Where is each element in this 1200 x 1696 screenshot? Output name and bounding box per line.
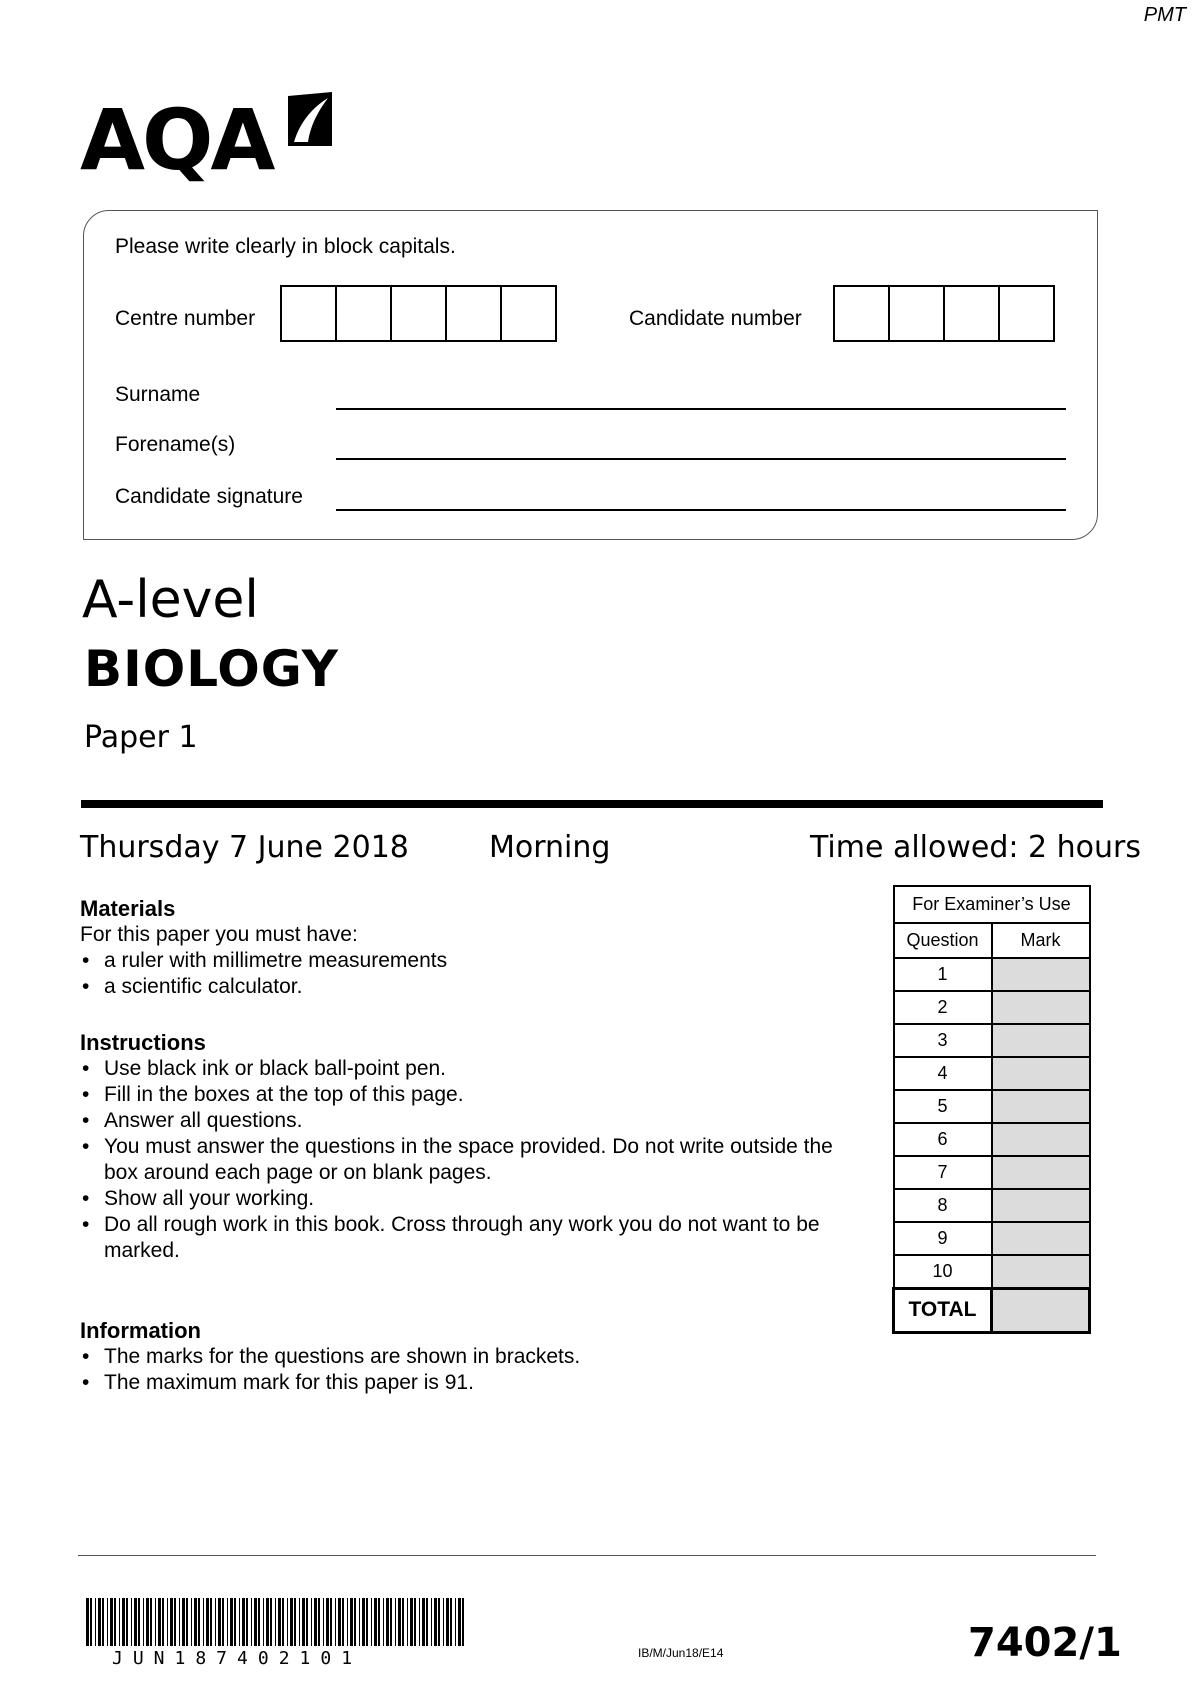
barcode-bar bbox=[338, 1598, 341, 1646]
signature-field[interactable] bbox=[336, 509, 1066, 511]
barcode-bar bbox=[294, 1598, 296, 1646]
barcode-bar bbox=[251, 1598, 252, 1646]
centre-digit-box[interactable] bbox=[280, 285, 337, 342]
information-section bbox=[80, 1318, 840, 1396]
forename-field[interactable] bbox=[336, 458, 1066, 460]
barcode-bar bbox=[431, 1598, 432, 1646]
materials-list bbox=[80, 948, 840, 1000]
centre-number-label: Centre number bbox=[115, 307, 256, 330]
barcode-bar bbox=[179, 1598, 180, 1646]
materials-intro: For this paper you must have: bbox=[80, 923, 358, 946]
question-column-header: Question bbox=[894, 923, 992, 958]
barcode-bar bbox=[371, 1598, 372, 1646]
mark-cell bbox=[992, 1090, 1090, 1123]
leaf-icon bbox=[280, 88, 340, 158]
barcode bbox=[86, 1598, 468, 1646]
paper-reference: IB/M/Jun18/E14 bbox=[638, 1646, 724, 1660]
barcode-bar bbox=[330, 1598, 332, 1646]
centre-digit-box[interactable] bbox=[335, 285, 392, 342]
corner-mark: PMT bbox=[1143, 4, 1186, 26]
barcode-bar bbox=[395, 1598, 396, 1646]
list-item: • Answer all questions. bbox=[80, 1108, 840, 1134]
barcode-bar bbox=[278, 1598, 281, 1646]
subject-title: BIOLOGY bbox=[84, 640, 339, 698]
barcode-bar bbox=[107, 1598, 108, 1646]
barcode-bar bbox=[182, 1598, 185, 1646]
barcode-bar bbox=[218, 1598, 221, 1646]
question-number: 9 bbox=[894, 1222, 992, 1255]
barcode-bar bbox=[203, 1598, 204, 1646]
centre-digit-box[interactable] bbox=[390, 285, 447, 342]
mark-cell bbox=[992, 1024, 1090, 1057]
candidate-digit-box[interactable] bbox=[888, 285, 945, 342]
aqa-logo bbox=[80, 88, 350, 188]
barcode-bar bbox=[230, 1598, 233, 1646]
barcode-bar bbox=[194, 1598, 197, 1646]
barcode-bar bbox=[398, 1598, 401, 1646]
mark-cell bbox=[992, 958, 1090, 991]
barcode-bar bbox=[90, 1598, 92, 1646]
surname-label: Surname bbox=[115, 383, 201, 406]
barcode-bar bbox=[191, 1598, 192, 1646]
materials-heading: Materials bbox=[80, 896, 176, 921]
candidate-details-box bbox=[83, 210, 1098, 540]
list-item: • The maximum mark for this paper is 91. bbox=[80, 1370, 840, 1396]
barcode-bar bbox=[246, 1598, 248, 1646]
barcode-bar bbox=[138, 1598, 140, 1646]
candidate-number-label: Candidate number bbox=[629, 307, 802, 330]
barcode-bar bbox=[122, 1598, 125, 1646]
barcode-bar bbox=[374, 1598, 377, 1646]
barcode-bar bbox=[342, 1598, 344, 1646]
question-number: 2 bbox=[894, 991, 992, 1024]
barcode-bar bbox=[335, 1598, 336, 1646]
barcode-bar bbox=[438, 1598, 440, 1646]
list-item: • Use black ink or black ball-point pen. bbox=[80, 1056, 840, 1082]
title-divider bbox=[81, 800, 1103, 808]
barcode-bar bbox=[155, 1598, 156, 1646]
barcode-bar bbox=[266, 1598, 269, 1646]
barcode-bar bbox=[314, 1598, 317, 1646]
mark-cell bbox=[992, 1123, 1090, 1156]
centre-number-boxes[interactable] bbox=[282, 285, 557, 342]
total-mark-cell bbox=[992, 1288, 1090, 1332]
barcode-bar bbox=[414, 1598, 416, 1646]
barcode-bar bbox=[422, 1598, 425, 1646]
question-number: 5 bbox=[894, 1090, 992, 1123]
barcode-bar bbox=[410, 1598, 413, 1646]
barcode-bar bbox=[114, 1598, 116, 1646]
question-number: 7 bbox=[894, 1156, 992, 1189]
paper-number: Paper 1 bbox=[84, 720, 198, 755]
barcode-bar bbox=[390, 1598, 392, 1646]
barcode-bar bbox=[383, 1598, 384, 1646]
barcode-bar bbox=[167, 1598, 168, 1646]
candidate-digit-box[interactable] bbox=[943, 285, 1000, 342]
barcode-text: JUN187402101 bbox=[112, 1648, 363, 1669]
barcode-bar bbox=[86, 1598, 89, 1646]
mark-cell bbox=[992, 1255, 1090, 1288]
barcode-bar bbox=[263, 1598, 264, 1646]
barcode-bar bbox=[443, 1598, 444, 1646]
barcode-bar bbox=[146, 1598, 149, 1646]
barcode-bar bbox=[350, 1598, 353, 1646]
list-item: • Fill in the boxes at the top of this page. bbox=[80, 1082, 840, 1108]
barcode-bar bbox=[234, 1598, 236, 1646]
forename-label: Forename(s) bbox=[115, 433, 236, 456]
barcode-bar bbox=[126, 1598, 128, 1646]
candidate-digit-box[interactable] bbox=[998, 285, 1055, 342]
materials-section bbox=[80, 896, 840, 1000]
barcode-bar bbox=[215, 1598, 216, 1646]
block-capitals-instruction: Please write clearly in block capitals. bbox=[115, 235, 456, 258]
instructions-section bbox=[80, 1030, 840, 1264]
barcode-bar bbox=[95, 1598, 96, 1646]
barcode-bar bbox=[290, 1598, 293, 1646]
examiner-table-title: For Examiner’s Use bbox=[894, 886, 1090, 923]
barcode-bar bbox=[174, 1598, 176, 1646]
barcode-bar bbox=[434, 1598, 437, 1646]
information-heading: Information bbox=[80, 1318, 201, 1343]
barcode-bar bbox=[458, 1598, 461, 1646]
surname-field[interactable] bbox=[336, 408, 1066, 410]
barcode-bar bbox=[450, 1598, 452, 1646]
question-number: 1 bbox=[894, 958, 992, 991]
instructions-heading: Instructions bbox=[80, 1030, 206, 1055]
mark-cell bbox=[992, 1156, 1090, 1189]
question-number: 3 bbox=[894, 1024, 992, 1057]
barcode-bar bbox=[446, 1598, 449, 1646]
barcode-bar bbox=[347, 1598, 348, 1646]
barcode-bar bbox=[275, 1598, 276, 1646]
barcode-bar bbox=[270, 1598, 272, 1646]
centre-digit-box[interactable] bbox=[445, 285, 502, 342]
barcode-bar bbox=[366, 1598, 368, 1646]
information-list bbox=[80, 1344, 840, 1396]
question-number: 4 bbox=[894, 1057, 992, 1090]
barcode-bar bbox=[110, 1598, 113, 1646]
barcode-bar bbox=[134, 1598, 137, 1646]
barcode-bar bbox=[143, 1598, 144, 1646]
barcode-bar bbox=[239, 1598, 240, 1646]
barcode-bar bbox=[462, 1598, 464, 1646]
barcode-bar bbox=[131, 1598, 132, 1646]
signature-label: Candidate signature bbox=[115, 485, 303, 508]
footer-divider bbox=[78, 1555, 1096, 1556]
barcode-bar bbox=[198, 1598, 200, 1646]
barcode-bar bbox=[258, 1598, 260, 1646]
barcode-bar bbox=[102, 1598, 104, 1646]
mark-cell bbox=[992, 1189, 1090, 1222]
barcode-bar bbox=[426, 1598, 428, 1646]
list-item: • You must answer the questions in the space provided. Do not write outside the box around each page or on blank pages. bbox=[80, 1134, 840, 1186]
barcode-bar bbox=[150, 1598, 152, 1646]
barcode-bar bbox=[162, 1598, 164, 1646]
barcode-bar bbox=[354, 1598, 356, 1646]
barcode-bar bbox=[227, 1598, 228, 1646]
list-item: • The marks for the questions are shown in brackets. bbox=[80, 1344, 840, 1370]
barcode-bar bbox=[287, 1598, 288, 1646]
total-label: TOTAL bbox=[894, 1288, 992, 1332]
exam-date: Thursday 7 June 2018 bbox=[80, 830, 409, 865]
candidate-number-boxes[interactable] bbox=[835, 285, 1055, 342]
mark-column-header: Mark bbox=[992, 923, 1090, 958]
mark-cell bbox=[992, 1057, 1090, 1090]
instructions-list bbox=[80, 1056, 840, 1264]
barcode-bar bbox=[186, 1598, 188, 1646]
barcode-bar bbox=[378, 1598, 380, 1646]
question-number: 8 bbox=[894, 1189, 992, 1222]
barcode-bar bbox=[98, 1598, 101, 1646]
list-item: • a scientific calculator. bbox=[80, 974, 840, 1000]
barcode-bar bbox=[402, 1598, 404, 1646]
paper-code: 7402/1 bbox=[968, 1620, 1122, 1666]
candidate-digit-box[interactable] bbox=[833, 285, 890, 342]
barcode-bar bbox=[242, 1598, 245, 1646]
list-item: • a ruler with millimetre measurements bbox=[80, 948, 840, 974]
barcode-bar bbox=[386, 1598, 389, 1646]
list-item: • Show all your working. bbox=[80, 1186, 840, 1212]
barcode-bar bbox=[362, 1598, 365, 1646]
barcode-bar bbox=[326, 1598, 329, 1646]
barcode-bar bbox=[318, 1598, 320, 1646]
barcode-bar bbox=[119, 1598, 120, 1646]
barcode-bar bbox=[306, 1598, 308, 1646]
barcode-bar bbox=[311, 1598, 312, 1646]
barcode-bar bbox=[299, 1598, 300, 1646]
barcode-bar bbox=[282, 1598, 284, 1646]
barcode-bar bbox=[323, 1598, 324, 1646]
barcode-bar bbox=[302, 1598, 305, 1646]
question-number: 6 bbox=[894, 1123, 992, 1156]
question-number: 10 bbox=[894, 1255, 992, 1288]
centre-digit-box[interactable] bbox=[500, 285, 557, 342]
list-item: • Do all rough work in this book. Cross through any work you do not want to be marked. bbox=[80, 1212, 840, 1264]
barcode-bar bbox=[359, 1598, 360, 1646]
barcode-bar bbox=[254, 1598, 257, 1646]
time-allowed: Time allowed: 2 hours bbox=[810, 830, 1142, 865]
exam-session: Morning bbox=[489, 830, 611, 865]
barcode-bar bbox=[170, 1598, 173, 1646]
logo-text: AQA bbox=[80, 91, 273, 189]
barcode-bar bbox=[222, 1598, 224, 1646]
examiner-use-table bbox=[892, 885, 1091, 1334]
barcode-bar bbox=[407, 1598, 408, 1646]
mark-cell bbox=[992, 1222, 1090, 1255]
barcode-bar bbox=[158, 1598, 161, 1646]
barcode-bar bbox=[419, 1598, 420, 1646]
qualification-level: A-level bbox=[82, 570, 259, 630]
mark-cell bbox=[992, 991, 1090, 1024]
barcode-bar bbox=[455, 1598, 456, 1646]
barcode-bar bbox=[210, 1598, 212, 1646]
barcode-bar bbox=[206, 1598, 209, 1646]
